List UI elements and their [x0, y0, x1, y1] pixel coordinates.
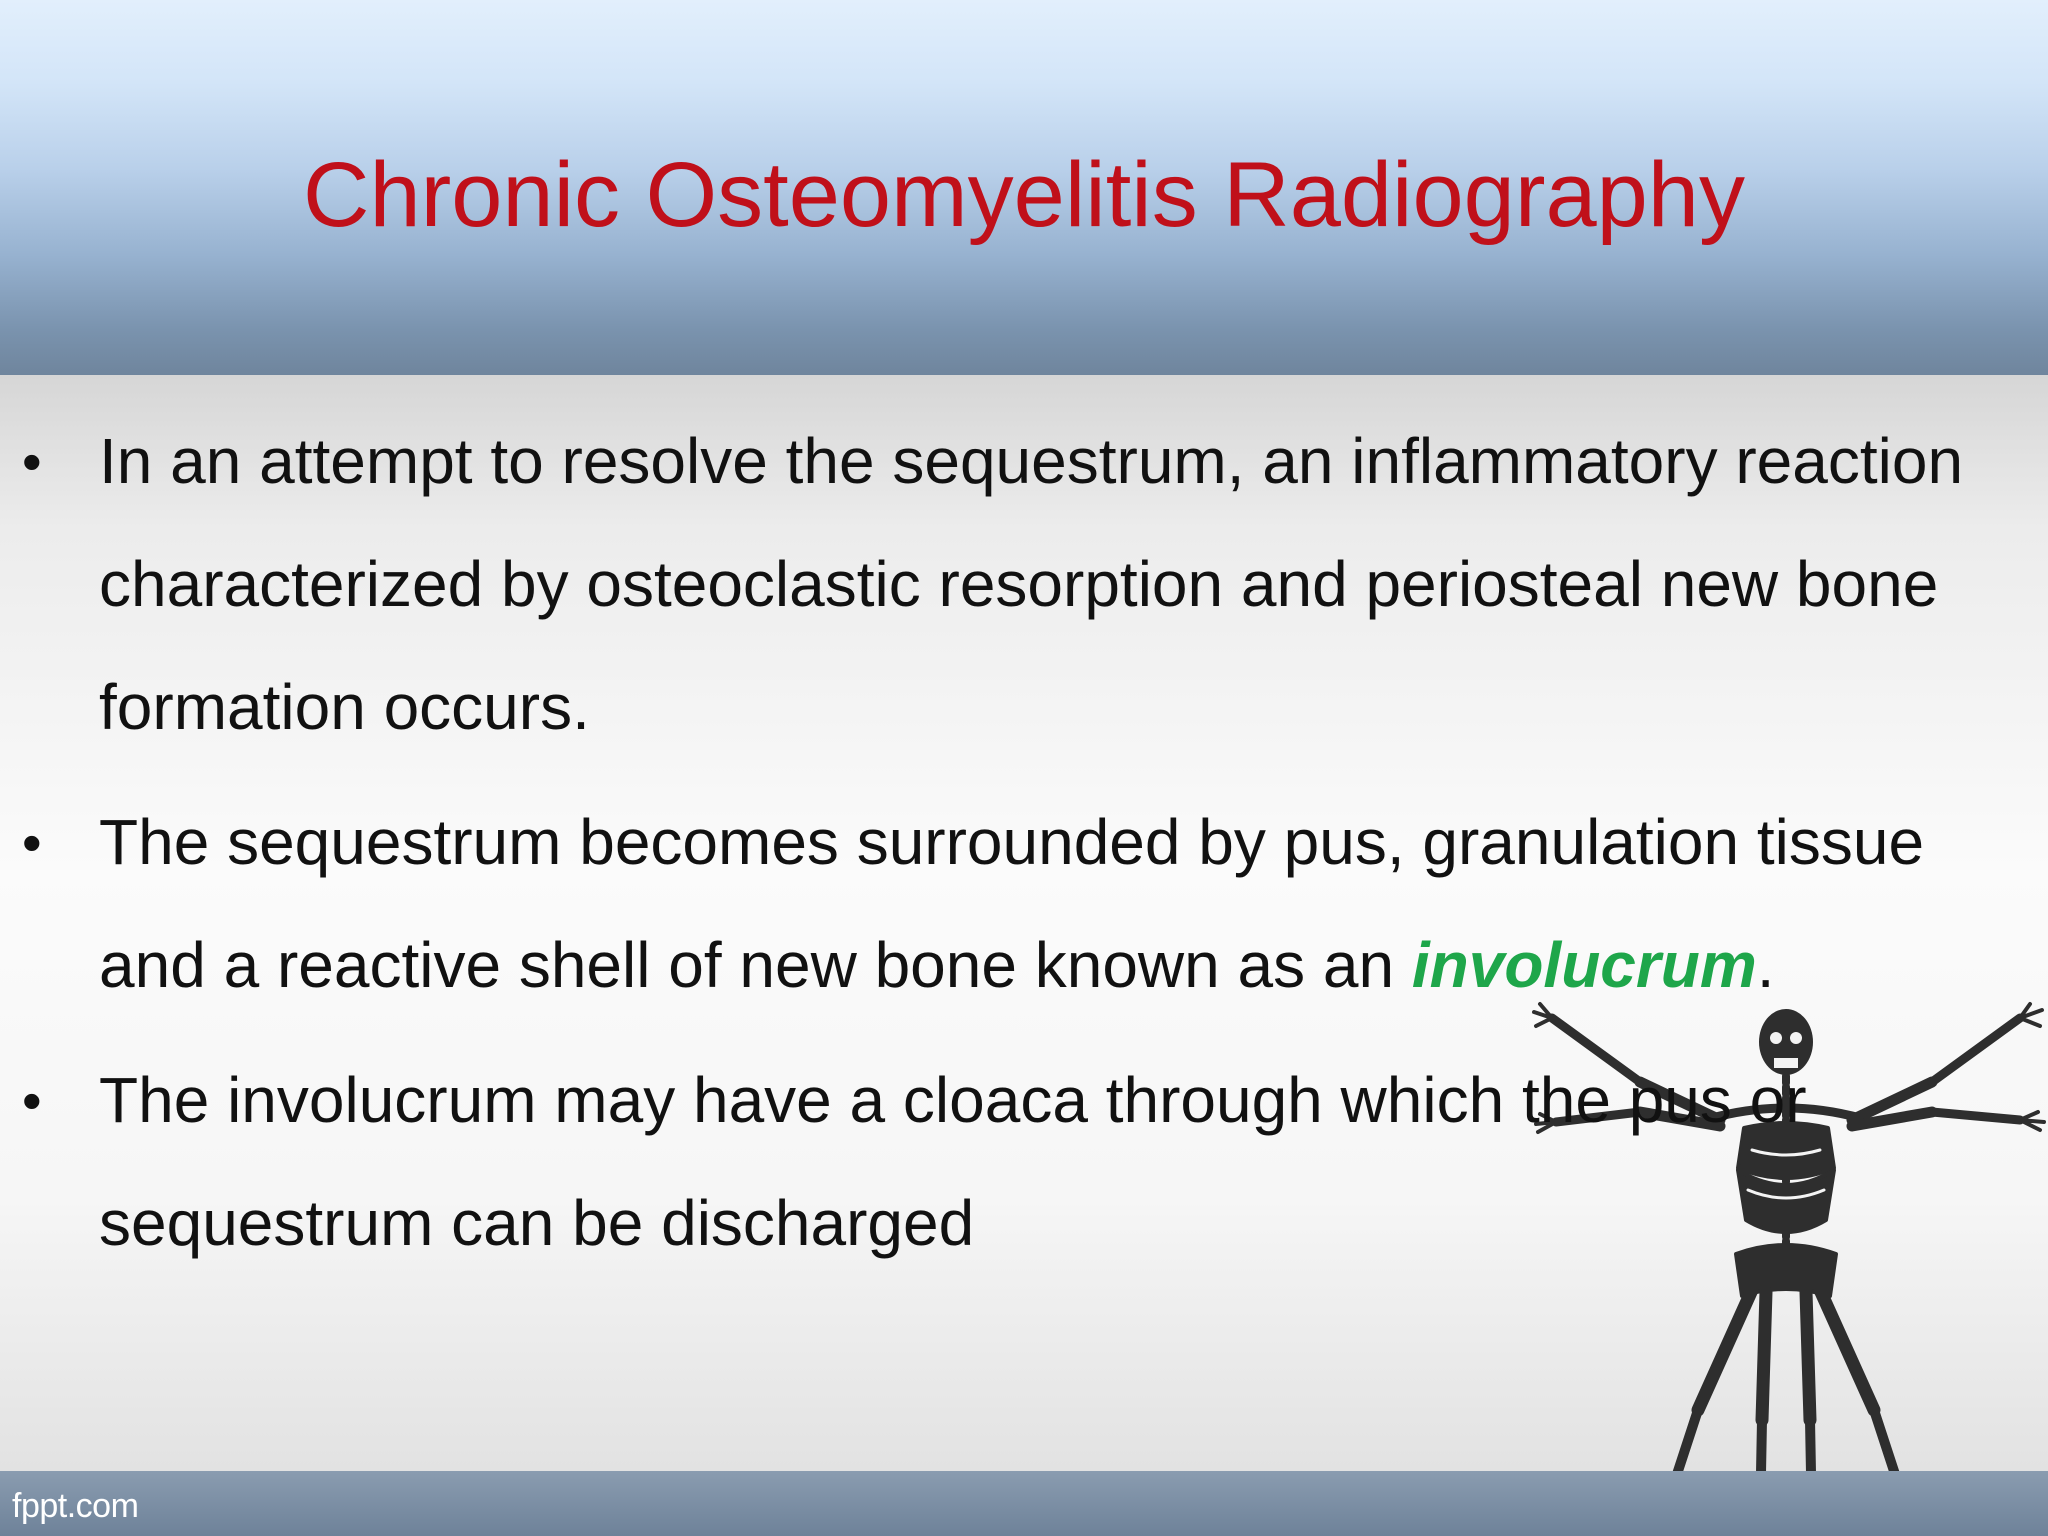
bullet-marker: • — [22, 811, 42, 874]
bullet-marker: • — [22, 430, 42, 493]
slide-title: Chronic Osteomyelitis Radiography — [303, 144, 1745, 246]
highlight-term: involucrum — [1411, 929, 1757, 1001]
bullet-list — [0, 400, 2048, 1297]
bullet-text: In an attempt to resolve the sequestrum, an inflammatory reaction characterized by osteoclastic resorption and periosteal new bone formation occurs. — [99, 425, 1964, 743]
bullet-text-end: . — [1756, 929, 1775, 1001]
bullet-item — [0, 781, 2019, 1027]
bullet-text: The sequestrum becomes surrounded by pus, granulation tissue and a reactive shell of new bone known as an — [99, 806, 1925, 1001]
footer-brand[interactable]: fppt.com — [12, 1487, 139, 1525]
bullet-marker: • — [22, 1069, 42, 1132]
bullet-item — [0, 1039, 2019, 1285]
slide-footer — [0, 1471, 2048, 1536]
bullet-text: The involucrum may have a cloaca through which the pus or sequestrum can be discharged — [99, 1064, 1807, 1259]
bullet-item — [0, 400, 2019, 769]
